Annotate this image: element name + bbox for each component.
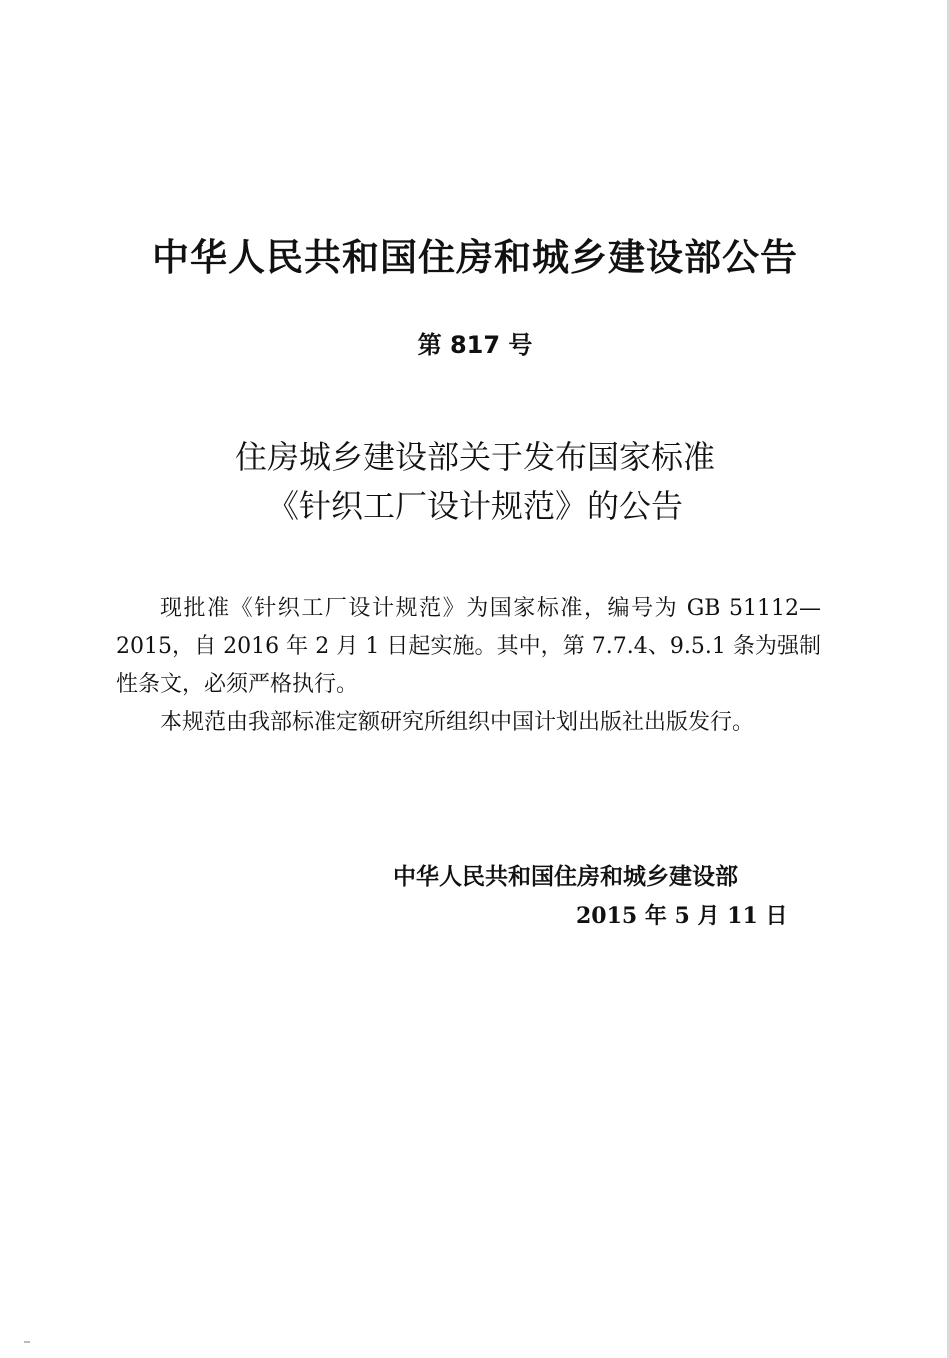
signature-date: 2015 年 5 月 11 日 [576,903,788,929]
scan-mark [24,1341,30,1343]
body-paragraph-1: 现批准《针织工厂设计规范》为国家标准，编号为 GB 51112—2015，自 2016 年 2 月 1 日起实施。其中，第 7.7.4、9.5.1 条为强制性条文，必须严格执行。 [116,596,821,697]
announcement-title: 中华人民共和国住房和城乡建设部公告 [152,236,798,279]
issue-number: 第 817 号 [417,331,533,359]
announcement-body [116,590,821,742]
body-paragraph-2: 本规范由我部标准定额研究所组织中国计划出版社出版发行。 [160,710,755,735]
signature-organization: 中华人民共和国住房和城乡建设部 [393,864,738,890]
subject-line-2: 《针织工厂设计规范》的公告 [266,487,683,525]
subject-line-1: 住房城乡建设部关于发布国家标准 [234,438,715,476]
